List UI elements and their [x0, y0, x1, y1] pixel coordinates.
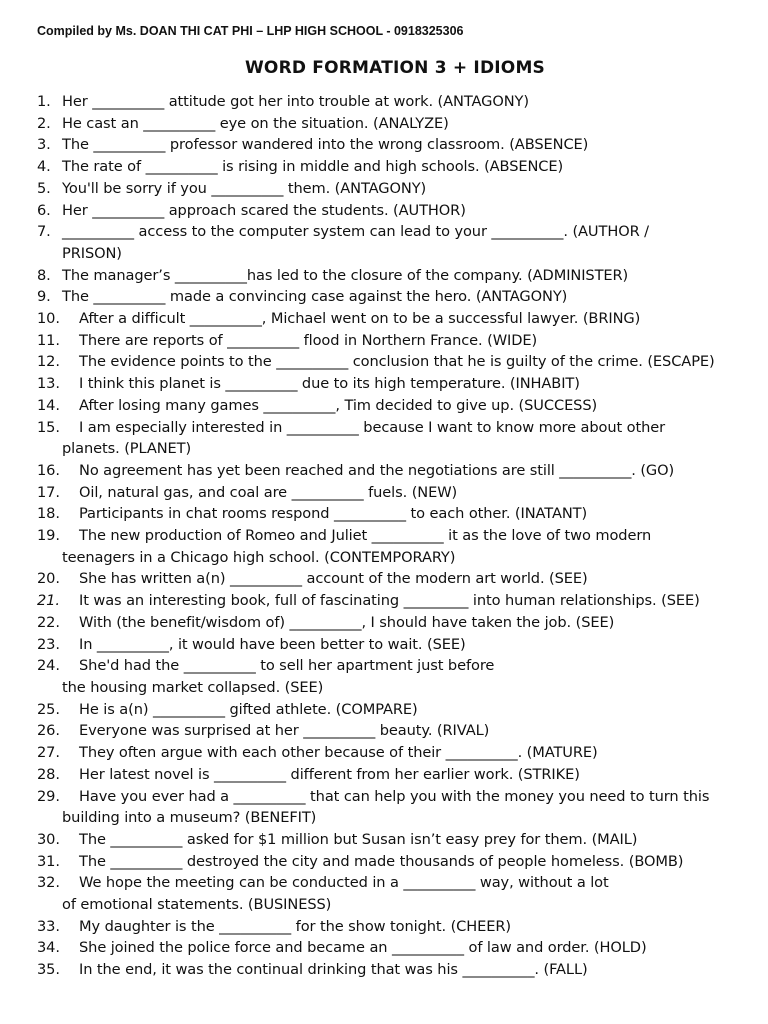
exercise-item [0, 373, 768, 395]
exercise-item [0, 91, 768, 113]
page-title: WORD FORMATION 3 + IDIOMS [244, 58, 546, 78]
exercise-item [0, 525, 768, 568]
exercise-item [0, 221, 768, 264]
exercise-number: 13. [37, 375, 60, 393]
exercise-item [0, 786, 768, 829]
exercise-text: Oil, natural gas, and coal are __________ fuels. (NEW) [79, 483, 458, 501]
exercise-item [0, 764, 768, 786]
exercise-list [0, 91, 768, 981]
exercise-number: 28. [37, 765, 60, 783]
exercise-item [0, 655, 768, 698]
exercise-number: 5. [37, 179, 51, 197]
exercise-text: He is a(n) __________ gifted athlete. (COMPARE) [79, 700, 418, 718]
exercise-item [0, 568, 768, 590]
exercise-text-continued: the housing market collapsed. (SEE) [62, 678, 324, 696]
exercise-item [0, 937, 768, 959]
exercise-text-continued: PRISON) [62, 244, 122, 262]
exercise-item [0, 417, 768, 460]
exercise-number: 7. [37, 223, 51, 241]
exercise-text: It was an interesting book, full of fascinating _________ into human relationships. (SEE) [79, 592, 700, 610]
exercise-text: We hope the meeting can be conducted in a __________ way, without a lot [79, 874, 609, 892]
exercise-text: Participants in chat rooms respond __________ to each other. (INATANT) [79, 505, 588, 523]
exercise-item [0, 634, 768, 656]
exercise-item [0, 482, 768, 504]
exercise-text: The manager’s __________has led to the closure of the company. (ADMINISTER) [62, 266, 629, 284]
exercise-number: 1. [37, 93, 51, 110]
exercise-item [0, 699, 768, 721]
exercise-item [0, 742, 768, 764]
exercise-number: 29. [37, 787, 60, 805]
exercise-item [0, 351, 768, 373]
exercise-number: 16. [37, 461, 60, 479]
exercise-text: Have you ever had a __________ that can help you with the money you need to turn this [79, 787, 710, 805]
exercise-text: He cast an __________ eye on the situation. (ANALYZE) [62, 114, 449, 132]
exercise-item [0, 959, 768, 981]
exercise-text: In the end, it was the continual drinking that was his __________. (FALL) [79, 961, 588, 979]
exercise-text: After a difficult __________, Michael went on to be a successful lawyer. (BRING) [79, 310, 641, 328]
exercise-item [0, 872, 768, 915]
exercise-number: 26. [37, 722, 60, 740]
exercise-number: 20. [37, 570, 60, 588]
exercise-number: 30. [37, 830, 60, 848]
exercise-number: 24. [37, 657, 60, 675]
exercise-item [0, 612, 768, 634]
exercise-item [0, 200, 768, 222]
exercise-number: 21. [37, 592, 60, 610]
exercise-number: 33. [37, 917, 60, 935]
exercise-text: With (the benefit/wisdom of) __________, I should have taken the job. (SEE) [79, 613, 615, 631]
exercise-text: In __________, it would have been better to wait. (SEE) [79, 635, 466, 653]
exercise-text: Her __________ attitude got her into trouble at work. (ANTAGONY) [62, 93, 529, 110]
exercise-text-continued: of emotional statements. (BUSINESS) [62, 896, 332, 914]
exercise-item [0, 178, 768, 200]
exercise-item [0, 829, 768, 851]
exercise-text: I am especially interested in __________ because I want to know more about other [79, 418, 666, 436]
exercise-item [0, 916, 768, 938]
exercise-text: Her __________ approach scared the students. (AUTHOR) [62, 201, 466, 219]
exercise-number: 2. [37, 114, 51, 132]
exercise-number: 32. [37, 874, 60, 892]
exercise-text: The __________ professor wandered into the wrong classroom. (ABSENCE) [62, 136, 589, 154]
exercise-item [0, 265, 768, 287]
exercise-number: 27. [37, 744, 60, 762]
exercise-item [0, 113, 768, 135]
exercise-number: 23. [37, 635, 60, 653]
exercise-number: 12. [37, 353, 60, 371]
exercise-item [0, 395, 768, 417]
exercise-item [0, 460, 768, 482]
exercise-text: No agreement has yet been reached and the negotiations are still __________. (GO) [79, 461, 675, 479]
exercise-number: 18. [37, 505, 60, 523]
exercise-text-continued: teenagers in a Chicago high school. (CONTEMPORARY) [62, 548, 456, 566]
exercise-item [0, 330, 768, 352]
exercise-item [0, 851, 768, 873]
exercise-number: 17. [37, 483, 60, 501]
compiler-credit: Compiled by Ms. DOAN THI CAT PHI – LHP HIGH SCHOOL - 0918325306 [37, 24, 464, 38]
exercise-number: 25. [37, 700, 60, 718]
exercise-text: There are reports of __________ flood in Northern France. (WIDE) [79, 331, 538, 349]
exercise-number: 3. [37, 136, 51, 154]
exercise-number: 4. [37, 158, 51, 176]
exercise-text: The __________ made a convincing case against the hero. (ANTAGONY) [62, 288, 568, 306]
exercise-text: She'd had the __________ to sell her apartment just before [79, 657, 495, 675]
exercise-text: My daughter is the __________ for the show tonight. (CHEER) [79, 917, 512, 935]
exercise-text: The evidence points to the __________ conclusion that he is guilty of the crime. (ESCAPE) [79, 353, 715, 371]
exercise-number: 8. [37, 266, 51, 284]
exercise-text: The __________ destroyed the city and made thousands of people homeless. (BOMB) [79, 852, 684, 870]
exercise-number: 10. [37, 310, 60, 328]
exercise-text-continued: planets. (PLANET) [62, 440, 192, 458]
exercise-item [0, 590, 768, 612]
exercise-number: 14. [37, 396, 60, 414]
exercise-number: 35. [37, 961, 60, 979]
exercise-item [0, 286, 768, 308]
exercise-text: __________ access to the computer system can lead to your __________. (AUTHOR / [62, 223, 649, 241]
exercise-text: The rate of __________ is rising in middle and high schools. (ABSENCE) [62, 158, 564, 176]
exercise-number: 11. [37, 331, 60, 349]
exercise-text: I think this planet is __________ due to its high temperature. (INHABIT) [79, 375, 580, 393]
exercise-text: She joined the police force and became an __________ of law and order. (HOLD) [79, 939, 647, 957]
exercise-text: The new production of Romeo and Juliet __________ it as the love of two modern [79, 527, 652, 545]
exercise-text: After losing many games __________, Tim decided to give up. (SUCCESS) [79, 396, 598, 414]
exercise-number: 34. [37, 939, 60, 957]
exercise-text: They often argue with each other because of their __________. (MATURE) [79, 744, 598, 762]
exercise-number: 9. [37, 288, 51, 306]
exercise-number: 22. [37, 613, 60, 631]
exercise-item [0, 156, 768, 178]
exercise-text: She has written a(n) __________ account of the modern art world. (SEE) [79, 570, 588, 588]
exercise-item [0, 308, 768, 330]
exercise-item [0, 134, 768, 156]
exercise-number: 19. [37, 527, 60, 545]
exercise-text-continued: building into a museum? (BENEFIT) [62, 809, 317, 827]
exercise-number: 6. [37, 201, 51, 219]
exercise-number: 31. [37, 852, 60, 870]
exercise-text: Her latest novel is __________ different from her earlier work. (STRIKE) [79, 765, 580, 783]
exercise-text: The __________ asked for $1 million but Susan isn’t easy prey for them. (MAIL) [79, 830, 638, 848]
exercise-item [0, 503, 768, 525]
exercise-text: Everyone was surprised at her __________ beauty. (RIVAL) [79, 722, 490, 740]
exercise-text: You'll be sorry if you __________ them. (ANTAGONY) [62, 179, 427, 197]
exercise-number: 15. [37, 418, 60, 436]
exercise-item [0, 720, 768, 742]
